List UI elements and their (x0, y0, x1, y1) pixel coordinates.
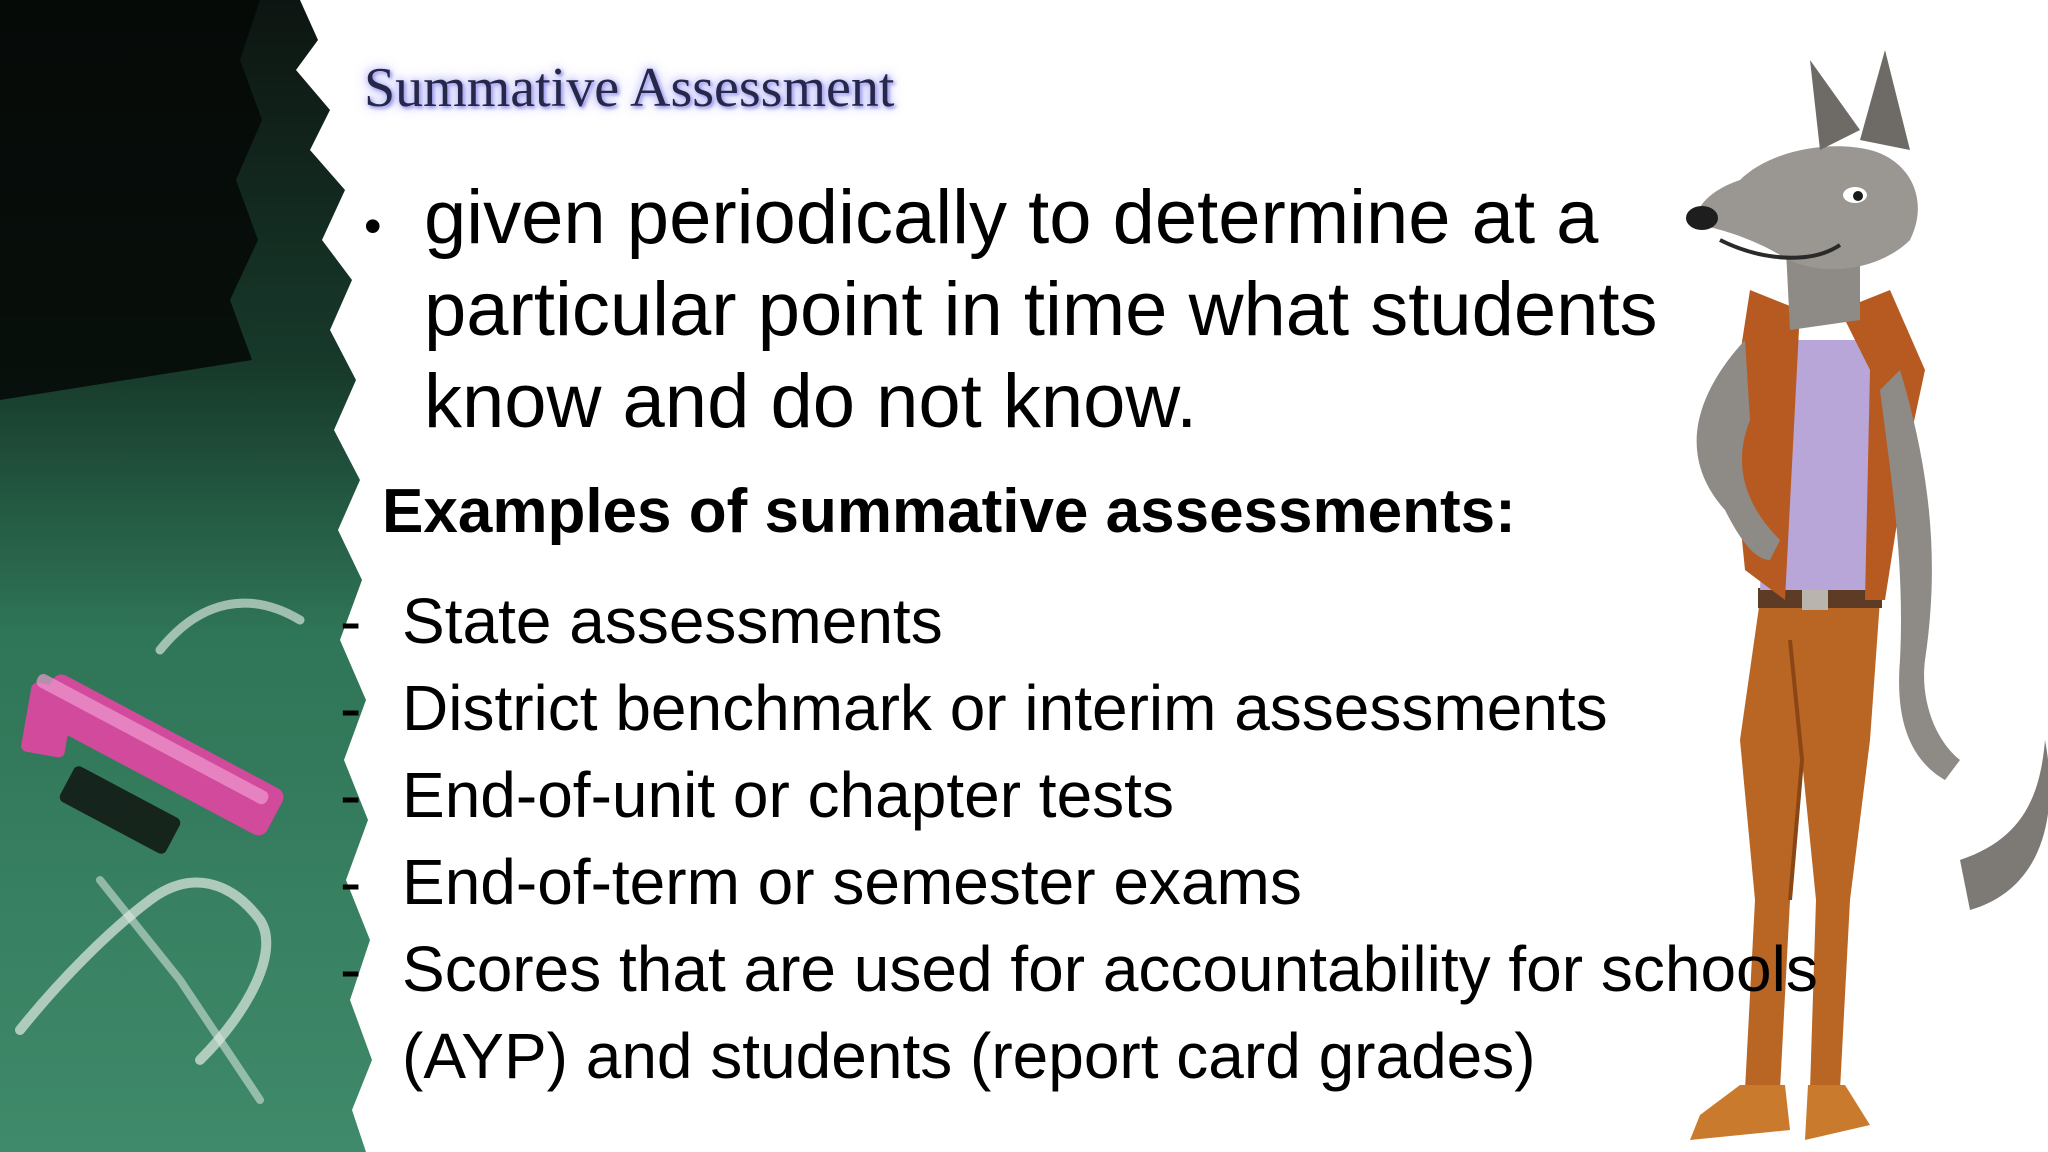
definition-text: given periodically to determine at a particular point in time what students know and do not know. (424, 175, 1658, 444)
examples-heading: Examples of summative assessments: (382, 477, 1516, 546)
list-item (340, 926, 1900, 1100)
list-item-text: State assessments (402, 585, 943, 657)
list-dash: - (340, 846, 362, 918)
list-dash: - (340, 933, 362, 1005)
list-item-text: End-of-term or semester exams (402, 846, 1302, 918)
bullet-marker: • (364, 198, 382, 254)
wolf-ear (1860, 50, 1910, 150)
examples-list (340, 578, 1900, 1100)
list-item-text: End-of-unit or chapter tests (402, 759, 1174, 831)
list-item (340, 839, 1900, 926)
list-item-text: Scores that are used for accountability for schools (AYP) and students (report card grades) (402, 933, 1818, 1092)
list-item (340, 578, 1900, 665)
list-dash: - (340, 672, 362, 744)
list-item-text: District benchmark or interim assessments (402, 672, 1608, 744)
list-dash: - (340, 585, 362, 657)
wolf-head (1697, 146, 1917, 269)
list-item (340, 665, 1900, 752)
wolf-ear (1810, 60, 1860, 150)
slide-title: Summative Assessment (364, 57, 895, 119)
wolf-tail (1960, 740, 2048, 910)
list-item (340, 752, 1900, 839)
wolf-nose (1686, 206, 1718, 230)
list-dash: - (340, 759, 362, 831)
